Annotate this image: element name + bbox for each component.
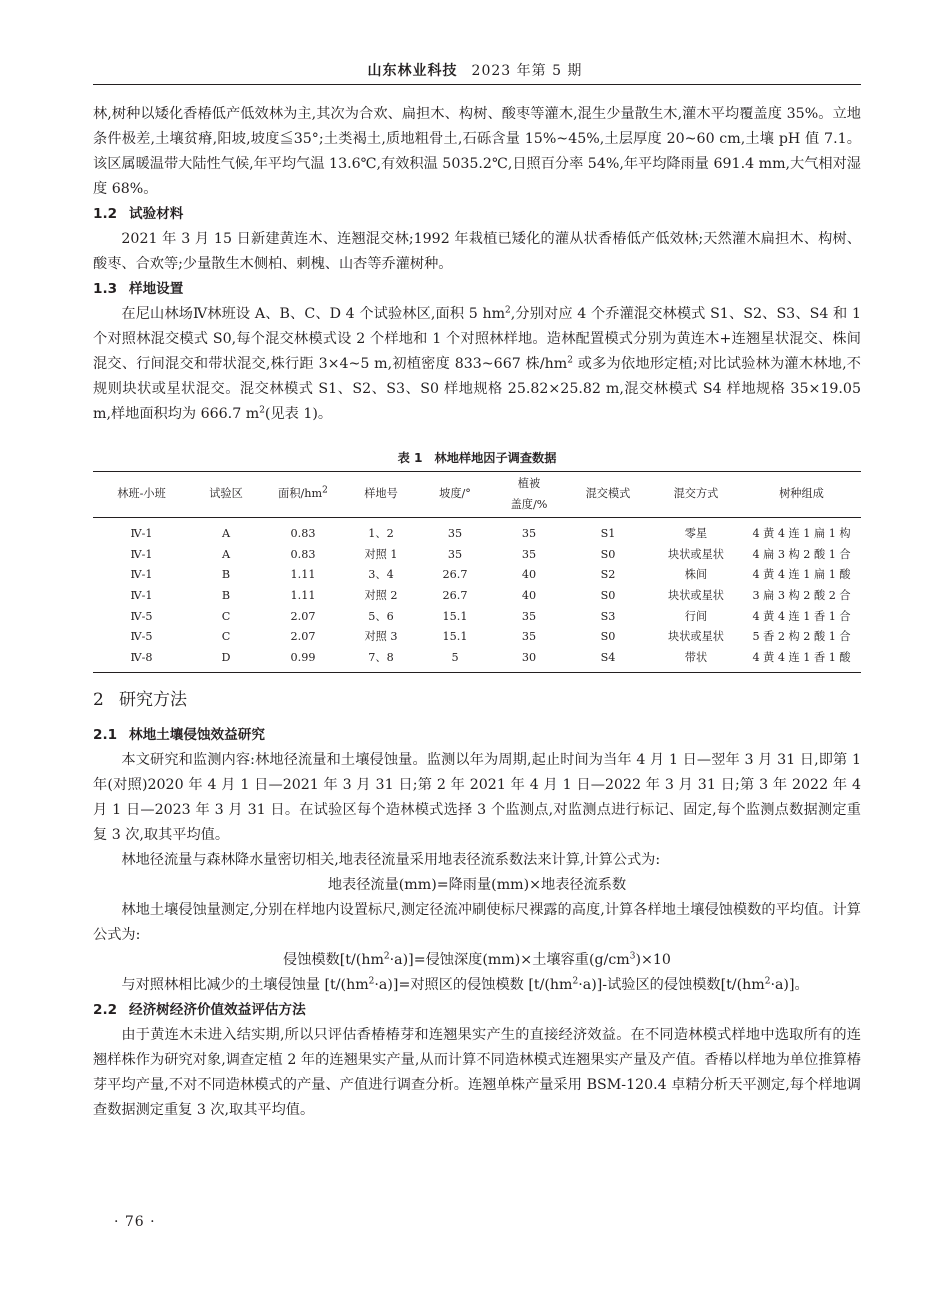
section-title: 林地土壤侵蚀效益研究 — [129, 727, 265, 744]
table-cell: S4 — [600, 650, 616, 664]
table-cell: Ⅳ-5 — [130, 630, 153, 644]
running-header — [0, 60, 950, 80]
table-cell: 4 黄 4 连 1 香 1 酸 — [752, 650, 851, 664]
section-1-2-paragraph: 2021 年 3 月 15 日新建黄连木、连翘混交林;1992 年栽植已矮化的灌从状香椿低产低效林;天然灌木扁担木、构树、酸枣、合欢等;少量散生木侧柏、刺槐、山杏等乔灌树种。 — [93, 231, 861, 272]
table-cell: 26.7 — [442, 568, 468, 582]
table-cell: 35 — [521, 630, 537, 644]
table-row — [93, 518, 861, 545]
table-cell: 块状或星状 — [668, 588, 724, 602]
table-cell: B — [221, 568, 231, 582]
table-cell: C — [221, 630, 231, 644]
text-run: (见表 1)。 — [264, 406, 333, 422]
table-cell: 35 — [521, 527, 537, 541]
column-header: 混交方式 — [673, 487, 719, 501]
table-cell: 对照 1 — [364, 547, 398, 561]
table-cell: S0 — [600, 547, 616, 561]
table-cell: 行间 — [684, 609, 708, 623]
table-cell: 35 — [447, 547, 463, 561]
column-header: 样地号 — [364, 487, 398, 501]
table-cell: 26.7 — [442, 588, 468, 602]
superscript: 2 — [505, 305, 511, 316]
table-row — [93, 627, 861, 648]
section-title: 试验材料 — [129, 206, 184, 222]
table-cell: 1.11 — [290, 568, 316, 582]
table-cell: 零星 — [684, 527, 708, 541]
table-cell: B — [221, 588, 231, 602]
table-cell: S3 — [600, 609, 616, 623]
table-cell: S1 — [600, 527, 616, 541]
section-2-1-paragraph — [93, 973, 861, 998]
table-cell: 块状或星状 — [668, 630, 724, 644]
section-1-3-paragraph — [93, 302, 861, 427]
table-caption — [93, 449, 861, 467]
table-cell: 1、2 — [368, 527, 394, 541]
section-number: 2.2 — [93, 1002, 118, 1019]
table-cell: 2.07 — [290, 630, 316, 644]
column-header: 树种组成 — [779, 487, 824, 501]
table-cell: 0.83 — [290, 527, 316, 541]
section-2-1-paragraph: 本文研究和监测内容:林地径流量和土壤侵蚀量。监测以年为周期,起止时间为当年 4 月 1 日—翌年 3 月 31 日,即第 1 年(对照)2020 年 4 月 1 日—2021 年 3 月 31 日;第 2 年 2021 年 4 月 1 日—2022 年 3 月 31 日;第 3 年 2022 年 4 月 1 日—2023 年 3 月 31 日。在试验区每个造林模式选择 3 个监测点,对监测点进行标记、固定,每个监测点数据测定重复 3 次,取其平均值。 — [93, 752, 861, 844]
text-run: 或多为依地形定植;对比试验林为灌木林地,不规则块状或星状混交。混交林模式 S1、S2、S3、S0 样地规格 25.82×25.82 m,混交林模式 S4 样地规格 35×19.05 m,样地面积均为 666.7 m — [93, 356, 861, 422]
superscript: 2 — [383, 951, 390, 962]
column-header — [492, 472, 566, 518]
header-text: 面积/hm — [278, 487, 323, 501]
erosion-formula — [93, 948, 861, 973]
table-cell: 5、6 — [368, 609, 394, 623]
section-2-2-heading — [93, 998, 861, 1023]
table-cell: Ⅳ-8 — [130, 650, 153, 664]
header-rule — [93, 84, 861, 85]
text-run: ,分别对应 4 个乔灌混交林模式 S1、S2、S3、S4 和 1 个对照林混交模式 S0,每个混交林模式设 2 个样地和 1 个对照林样地。造林配置模式分别为黄连木+连翘星状混交、株间混交、行间混交和带状混交,株行距 3×4~5 m,初植密度 833~667 株/hm — [93, 306, 861, 372]
section-title: 研究方法 — [119, 690, 187, 711]
text-run: 在尼山林场Ⅳ林班设 A、B、C、D 4 个试验林区,面积 5 hm — [121, 306, 506, 322]
table-cell: 30 — [521, 650, 537, 664]
superscript: 2 — [322, 485, 328, 496]
table-cell: C — [221, 609, 231, 623]
table-cell: 0.83 — [290, 547, 316, 561]
table-cell: 4 黄 4 连 1 扁 1 酸 — [752, 568, 851, 582]
column-header — [262, 472, 344, 518]
section-1-3-heading — [93, 277, 861, 302]
text-run: 侵蚀模数[t/(hm — [283, 952, 384, 969]
table-cell: Ⅳ-1 — [130, 527, 153, 541]
table-cell: 35 — [521, 547, 537, 561]
superscript: 2 — [567, 355, 573, 366]
table-row — [93, 607, 861, 628]
table-cell: 0.99 — [290, 650, 316, 664]
table-cell: Ⅳ-5 — [130, 609, 153, 623]
section-2-1-heading — [93, 723, 861, 748]
table-cell: 15.1 — [442, 609, 468, 623]
table-cell: 35 — [447, 527, 463, 541]
table-cell: 7、8 — [368, 650, 394, 664]
table-cell: 块状或星状 — [668, 547, 724, 561]
table-cell: S0 — [600, 630, 616, 644]
header-text: 盖度/% — [510, 497, 548, 511]
superscript: 2 — [368, 976, 375, 987]
section-2-heading — [93, 687, 861, 713]
table-cell: Ⅳ-1 — [130, 547, 153, 561]
column-header: 坡度/° — [439, 487, 471, 501]
column-header: 试验区 — [209, 487, 243, 501]
runoff-formula: 地表径流量(mm)=降雨量(mm)×地表径流系数 — [327, 877, 627, 894]
table-1 — [93, 449, 861, 673]
page-number: · 76 · — [114, 1214, 156, 1230]
table-cell: 40 — [521, 568, 537, 582]
table-cell: 15.1 — [442, 630, 468, 644]
table-cell: 4 扁 3 构 2 酸 1 合 — [752, 547, 851, 561]
table-cell: 对照 2 — [364, 588, 398, 602]
table-cell: S2 — [600, 568, 616, 582]
table-cell: A — [221, 547, 231, 561]
header-text: 植被 — [517, 477, 541, 490]
table-cell: A — [221, 527, 231, 541]
text-run: ·a)]=对照区的侵蚀模数 [t/(hm — [374, 977, 573, 994]
superscript: 2 — [764, 976, 771, 987]
section-title: 样地设置 — [129, 281, 184, 297]
article-body — [93, 102, 861, 1123]
section-number: 2.1 — [93, 727, 118, 744]
text-run: ·a)]。 — [770, 977, 809, 994]
section-2-2-paragraph: 由于黄连木未进入结实期,所以只评估香椿椿芽和连翘果实产生的直接经济效益。在不同造林模式样地中选取所有的连翘样株作为研究对象,调查定植 2 年的连翘果实产量,从而计算不同造林模式连翘果实产量及产值。香椿以样地为单位推算椿芽平均产量,不对不同造林模式的产量、产值进行调查分析。连翘单株产量采用 BSM-120.4 卓精分析天平测定,每个样地调查数据测定重复 3 次,取其平均值。 — [93, 1027, 861, 1119]
table-cell: D — [221, 650, 231, 664]
table-cell: 株间 — [684, 568, 708, 582]
column-header: 林班-小班 — [117, 487, 166, 501]
table-cell: 对照 3 — [364, 630, 398, 644]
superscript: 3 — [629, 951, 636, 962]
table-header-row — [93, 472, 861, 518]
table-cell: 40 — [521, 588, 537, 602]
table-cell: 35 — [521, 609, 537, 623]
superscript: 2 — [259, 405, 265, 416]
table-cell: 5 — [451, 650, 459, 664]
table-cell: 4 黄 4 连 1 扁 1 构 — [752, 527, 851, 541]
section-2-1-paragraph: 林地土壤侵蚀量测定,分别在样地内设置标尺,测定径流冲刷使标尺裸露的高度,计算各样地土壤侵蚀模数的平均值。计算公式为: — [93, 902, 861, 944]
table-title: 林地样地因子调查数据 — [434, 451, 557, 465]
section-number: 2 — [93, 690, 104, 711]
journal-name: 山东林业科技 — [367, 63, 458, 79]
superscript: 2 — [572, 976, 579, 987]
table-cell: Ⅳ-1 — [130, 568, 153, 582]
intro-paragraph: 林,树种以矮化香椿低产低效林为主,其次为合欢、扁担木、构树、酸枣等灌木,混生少量散生木,灌木平均覆盖度 35%。立地条件极差,土壤贫瘠,阳坡,坡度≦35°;土类褐土,质地粗骨土,石砾含量 15%~45%,土层厚度 20~60 cm,土壤 pH 值 7.1。该区属暖温带大陆性气候,年平均气温 13.6℃,有效积温 5035.2℃,日照百分率 54%,年平均降雨量 691.4 mm,大气相对湿度 68%。 — [93, 106, 861, 197]
text-run: )×10 — [635, 952, 671, 969]
table-cell: 3 扁 3 构 2 酸 2 合 — [752, 588, 851, 602]
journal-issue: 2023 年第 5 期 — [471, 63, 583, 79]
text-run: ·a)]-试验区的侵蚀模数[t/(hm — [578, 977, 765, 994]
text-run: 与对照林相比减少的土壤侵蚀量 [t/(hm — [121, 977, 369, 994]
table-cell: 1.11 — [290, 588, 316, 602]
table-cell: Ⅳ-1 — [130, 588, 153, 602]
data-table — [93, 471, 861, 673]
section-1-2-heading — [93, 202, 861, 227]
table-row — [93, 586, 861, 607]
table-cell: 2.07 — [290, 609, 316, 623]
table-cell: 5 香 2 构 2 酸 1 合 — [752, 630, 851, 644]
table-cell: 带状 — [684, 650, 708, 664]
section-2-1-paragraph: 林地径流量与森林降水量密切相关,地表径流量采用地表径流系数法来计算,计算公式为: — [121, 852, 661, 869]
table-row — [93, 648, 861, 673]
table-row — [93, 565, 861, 586]
section-title: 经济树经济价值效益评估方法 — [129, 1002, 306, 1019]
table-row — [93, 545, 861, 566]
section-number: 1.2 — [93, 206, 118, 222]
text-run: ·a)]=侵蚀深度(mm)×土壤容重(g/cm — [389, 952, 630, 969]
section-number: 1.3 — [93, 281, 118, 297]
column-header: 混交模式 — [585, 487, 631, 501]
table-cell: 3、4 — [368, 568, 394, 582]
table-cell: 4 黄 4 连 1 香 1 合 — [752, 609, 851, 623]
table-number: 表 1 — [397, 451, 423, 465]
table-cell: S0 — [600, 588, 616, 602]
